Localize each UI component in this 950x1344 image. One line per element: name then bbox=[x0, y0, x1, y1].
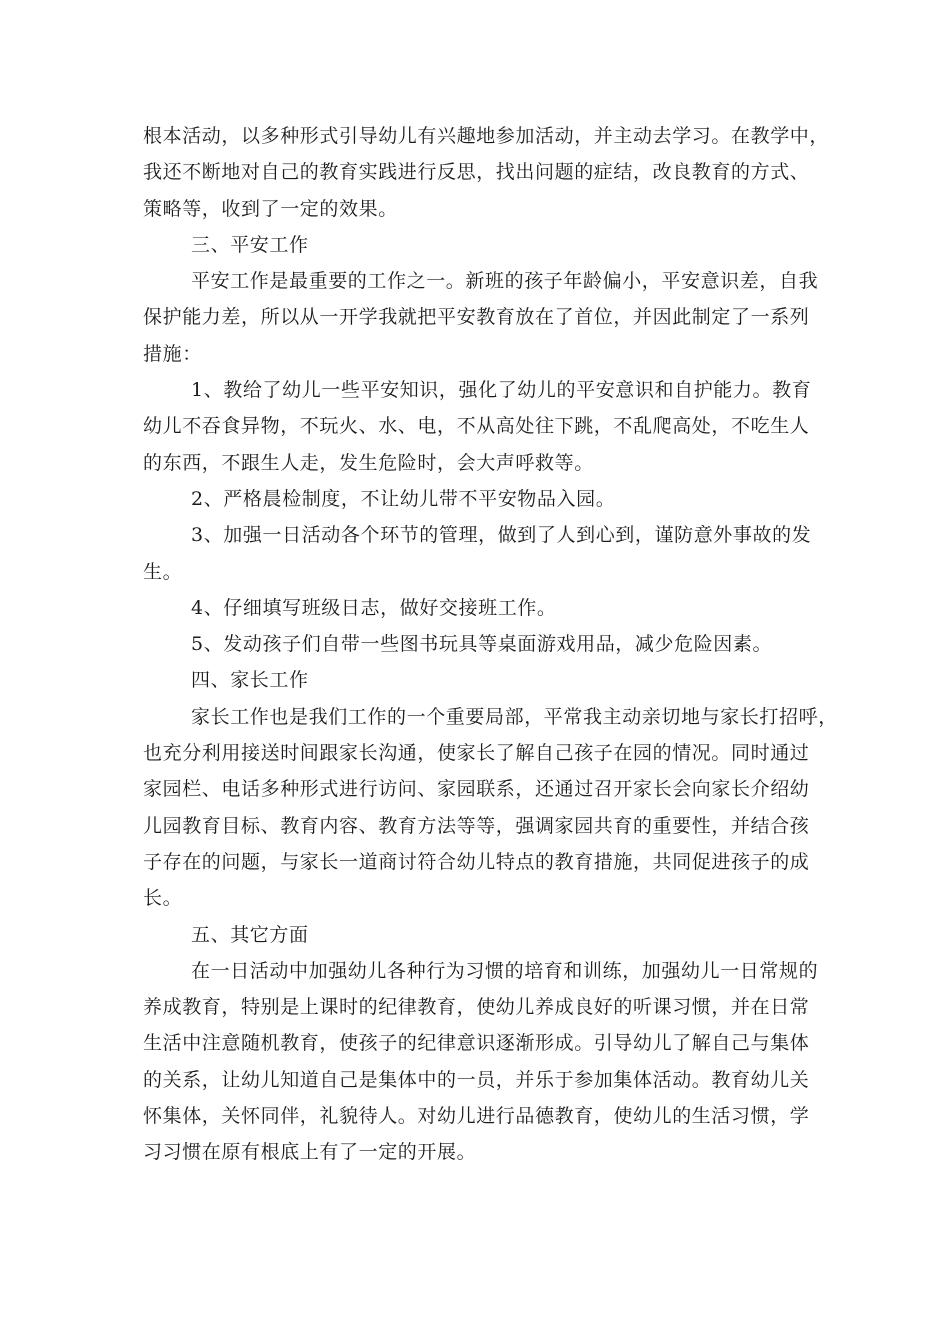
document-body bbox=[143, 118, 838, 1171]
text-line: 家长工作也是我们工作的一个重要局部，平常我主动亲切地与家长打招呼， bbox=[191, 705, 838, 728]
text-line: 五、其它方面 bbox=[191, 923, 309, 946]
text-line: 家园栏、电话多种形式进行访问、家园联系，还通过召开家长会向家长介绍幼 bbox=[143, 778, 810, 801]
text-line: 的东西，不跟生人走，发生危险时，会大声呼救等。 bbox=[143, 451, 594, 474]
text-line: 在一日活动中加强幼儿各种行为习惯的培育和训练，加强幼儿一日常规的 bbox=[191, 959, 819, 982]
text-line: 长。 bbox=[143, 887, 183, 910]
text-line: 三、平安工作 bbox=[191, 233, 309, 256]
text-line: 平安工作是最重要的工作之一。新班的孩子年龄偏小，平安意识差，自我 bbox=[191, 270, 819, 293]
text-line: 儿园教育目标、教育内容、教育方法等等，强调家园共育的重要性，并结合孩 bbox=[143, 814, 810, 837]
text-line: 5、发动孩子们自带一些图书玩具等桌面游戏用品，减少危险因素。 bbox=[191, 633, 773, 656]
text-line: 策略等，收到了一定的效果。 bbox=[143, 197, 398, 220]
text-line: 子存在的问题，与家长一道商讨符合幼儿特点的教育措施，共同促进孩子的成 bbox=[143, 850, 810, 873]
text-line: 根本活动，以多种形式引导幼儿有兴趣地参加活动，并主动去学习。在教学中， bbox=[143, 125, 830, 147]
text-line: 保护能力差，所以从一开学我就把平安教育放在了首位，并因此制定了一系列 bbox=[143, 306, 810, 329]
text-line: 我还不断地对自己的教育实践进行反思，找出问题的症结，改良教育的方式、 bbox=[143, 161, 810, 184]
text-line: 幼儿不吞食异物，不玩火、水、电，不从高处往下跳，不乱爬高处，不吃生人 bbox=[143, 415, 810, 438]
text-line: 1、教给了幼儿一些平安知识，强化了幼儿的平安意识和自护能力。教育 bbox=[191, 379, 812, 402]
text-line: 也充分利用接送时间跟家长沟通，使家长了解自己孩子在园的情况。同时通过 bbox=[143, 742, 810, 765]
text-line: 4、仔细填写班级日志，做好交接班工作。 bbox=[191, 596, 557, 619]
text-line: 四、家长工作 bbox=[191, 669, 309, 692]
text-line: 养成教育，特别是上课时的纪律教育，使幼儿养成良好的听课习惯，并在日常 bbox=[143, 996, 810, 1019]
text-line: 生。 bbox=[143, 560, 183, 583]
text-line: 2、严格晨检制度，不让幼儿带不平安物品入园。 bbox=[191, 487, 616, 510]
text-line: 怀集体，关怀同伴，礼貌待人。对幼儿进行品德教育，使幼儿的生活习惯，学 bbox=[143, 1105, 810, 1128]
text-line: 的关系，让幼儿知道自己是集体中的一员，并乐于参加集体活动。教育幼儿关 bbox=[143, 1068, 810, 1091]
text-line: 措施： bbox=[143, 342, 202, 365]
text-line: 生活中注意随机教育，使孩子的纪律意识逐渐形成。引导幼儿了解自己与集体 bbox=[143, 1032, 810, 1055]
text-line: 3、加强一日活动各个环节的管理，做到了人到心到，谨防意外事故的发 bbox=[191, 524, 812, 547]
text-line: 习习惯在原有根底上有了一定的开展。 bbox=[143, 1141, 477, 1164]
